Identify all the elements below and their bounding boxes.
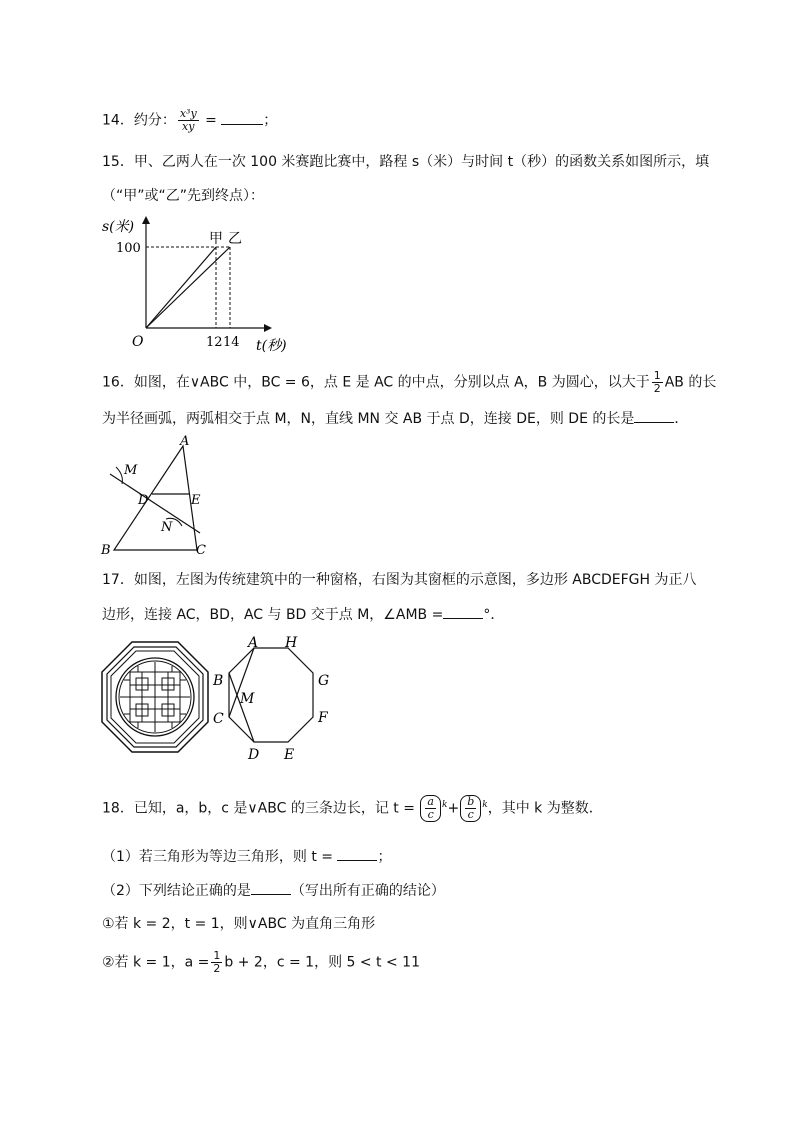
q18-sub2-blank[interactable] <box>251 880 291 895</box>
q18-c2-b: b + 2，c = 1，则 5 < t < 11 <box>224 954 420 971</box>
q18-sub2-b: （写出所有正确的结论） <box>290 883 445 899</box>
point-B: B <box>101 543 111 558</box>
q18-conclusion-2 <box>102 950 420 975</box>
q14-equals: = <box>200 112 222 129</box>
q14-answer-blank[interactable] <box>221 110 263 125</box>
q18-c2-fraction <box>211 950 222 975</box>
q16-frac-num: 1 <box>653 369 661 382</box>
q17-line2-a: 边形，连接 AC，BD，AC 与 BD 交于点 M，∠AMB = <box>102 607 444 623</box>
q18-sub1-blank[interactable] <box>337 846 377 861</box>
q18-exp-2: k <box>482 800 488 810</box>
q15-graph <box>100 212 300 357</box>
q17-line1: 17．如图，左图为传统建筑中的一种窗格，右图为其窗框的示意图，多边形 ABCDEFGH 为正八 <box>102 572 697 588</box>
point-C: C <box>196 543 206 558</box>
origin-label: O <box>132 334 144 350</box>
line-yi <box>146 247 230 328</box>
vertex-D: D <box>248 747 260 763</box>
point-N: N <box>161 520 173 535</box>
q16-figure <box>100 434 220 559</box>
q16-frac-den: 2 <box>653 382 661 395</box>
q18-t2-den: c <box>467 808 474 822</box>
q16-line1-a: 16．如图，在∨ABC 中，BC = 6，点 E 是 AC 的中点，分别以点 A，B 为圆心，以大于 <box>102 374 650 391</box>
q16-fraction-half <box>652 370 663 395</box>
q18-term1 <box>420 795 441 822</box>
label-jia: 甲 <box>209 231 223 247</box>
vertex-H: H <box>285 636 298 651</box>
vertex-M: M <box>240 691 255 707</box>
vertex-C: C <box>213 711 224 727</box>
q14-fraction <box>178 108 199 133</box>
q18-line1-a: 18．已知，a，b，c 是∨ABC 的三条边长，记 t = <box>102 800 415 817</box>
x-axis-label: t(秒) <box>256 338 287 354</box>
lattice-window-icon <box>100 640 210 755</box>
q18-t1-den: c <box>427 808 434 822</box>
vertex-A: A <box>248 636 259 651</box>
q15-line2: （“甲”或“乙”先到终点）： <box>102 188 265 204</box>
q14-prefix: 14．约分： <box>102 112 176 129</box>
q14-denominator: xy <box>182 120 195 133</box>
q18-term2 <box>460 795 481 822</box>
q14-suffix: ； <box>263 112 278 129</box>
q18-t1-num: a <box>427 795 434 809</box>
q18-exp-1: k <box>441 800 448 810</box>
q18-line1-b: ，其中 k 为整数． <box>487 800 603 817</box>
q17-answer-blank[interactable] <box>443 604 483 619</box>
point-D: D <box>138 493 149 508</box>
vertex-G: G <box>318 673 330 689</box>
q18-c2-den: 2 <box>213 962 221 975</box>
point-M: M <box>124 463 138 478</box>
q16-line1-b: AB 的长 <box>664 374 717 391</box>
point-A: A <box>180 434 190 449</box>
vertex-F: F <box>318 710 328 726</box>
q18-conclusion-1: ①若 k = 2，t = 1，则∨ABC 为直角三角形 <box>102 916 376 932</box>
label-yi: 乙 <box>228 231 242 247</box>
q18-t2-num: b <box>467 795 475 809</box>
vertex-B: B <box>213 673 224 689</box>
q18-line1 <box>102 795 603 822</box>
q16-line1 <box>102 370 716 395</box>
q18-plus: + <box>447 800 460 817</box>
q18-c2-num: 1 <box>213 949 221 962</box>
q18-sub2-a: （2）下列结论正确的是 <box>102 883 251 899</box>
y-tick-100: 100 <box>116 241 141 256</box>
x-tick-14: 14 <box>223 335 240 350</box>
line-jia <box>146 247 216 328</box>
q18-sub1 <box>102 846 391 867</box>
y-axis-label: s(米) <box>102 219 135 235</box>
q17-octagon-figure <box>208 636 338 766</box>
question-14 <box>102 108 277 133</box>
q18-sub1-a: （1）若三角形为等边三角形，则 t = <box>102 849 334 865</box>
q14-numerator: x³y <box>179 107 197 120</box>
q15-line1: 15．甲、乙两人在一次 100 米赛跑比赛中，路程 s（米）与时间 t（秒）的函数关系如图所示，填 <box>102 154 710 170</box>
q16-line2-b: ． <box>674 411 689 427</box>
q16-answer-blank[interactable] <box>634 408 674 423</box>
x-tick-12: 12 <box>206 335 223 350</box>
q18-sub1-b: ； <box>377 849 392 865</box>
q17-line2 <box>102 604 504 625</box>
vertex-E: E <box>284 747 295 763</box>
q17-line2-b: °． <box>483 607 505 623</box>
point-E: E <box>191 493 201 508</box>
q16-line2-a: 为半径画弧，两弧相交于点 M，N，直线 MN 交 AB 于点 D，连接 DE，则 DE 的长是 <box>102 411 635 427</box>
q18-c2-a: ②若 k = 1，a = <box>102 954 210 971</box>
q18-sub2 <box>102 880 445 901</box>
q16-line2 <box>102 408 688 429</box>
